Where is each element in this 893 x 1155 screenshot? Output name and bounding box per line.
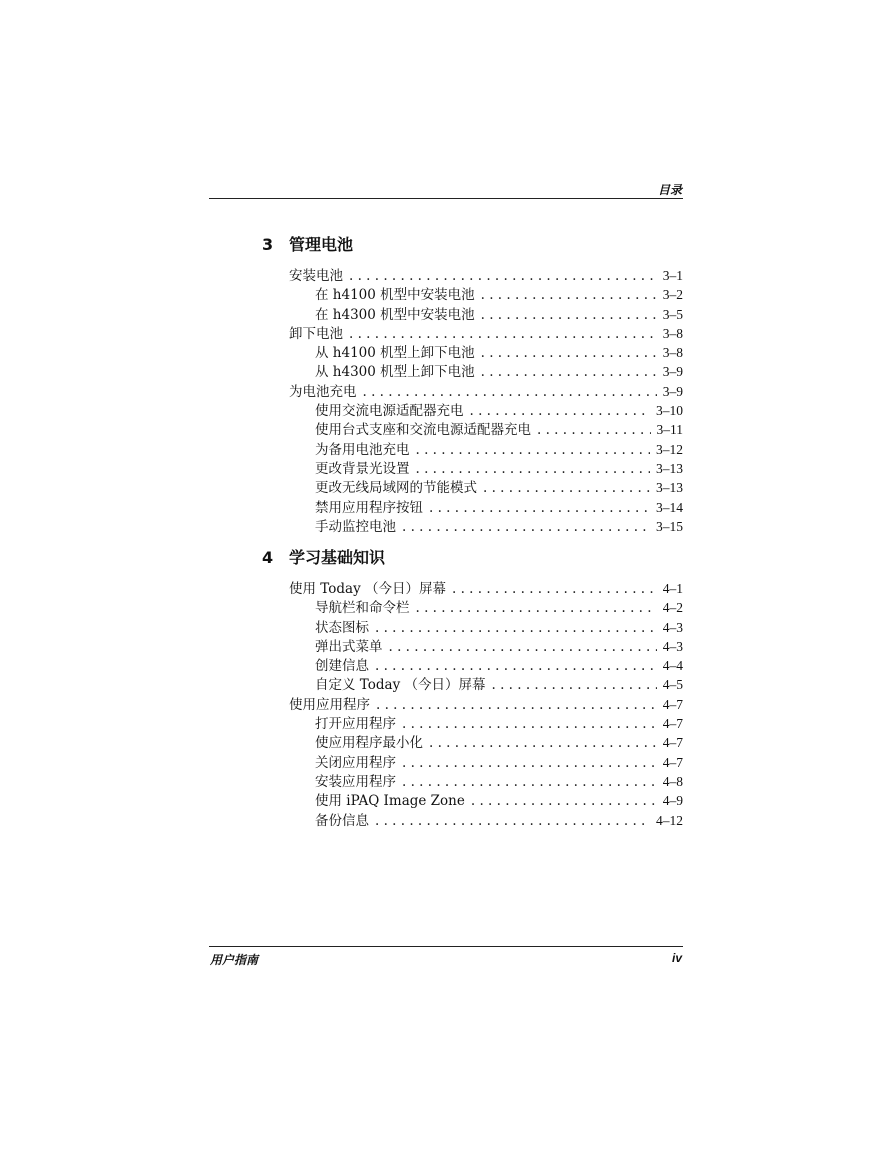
toc-entry-page: 3–5 — [662, 306, 683, 322]
dot-leader — [537, 421, 651, 440]
chapter-title: 管理电池 — [289, 235, 354, 254]
toc-entry[interactable] — [262, 440, 683, 459]
toc-entry-page: 4–3 — [662, 619, 683, 635]
toc-entry-page: 4–9 — [662, 793, 683, 809]
toc-entry[interactable] — [262, 714, 683, 733]
dot-leader — [402, 715, 657, 734]
toc-entry[interactable] — [262, 656, 683, 675]
toc-entry-title: 使用 Today （今日）屏幕 — [289, 581, 446, 597]
toc-entry[interactable] — [262, 266, 683, 285]
chapter-section — [262, 232, 683, 536]
dot-leader — [349, 267, 657, 286]
dot-leader — [481, 363, 657, 382]
toc-entry[interactable] — [262, 401, 683, 420]
chapter-section — [262, 545, 683, 830]
dot-leader — [349, 325, 657, 344]
toc-entry-page: 3–1 — [662, 268, 683, 283]
toc-entry[interactable] — [262, 459, 683, 478]
dot-leader — [375, 619, 657, 638]
toc-entry[interactable] — [262, 695, 683, 714]
toc-entry[interactable] — [262, 498, 683, 517]
toc-entry-title: 使用应用程序 — [289, 696, 370, 713]
toc-entry-page: 3–13 — [656, 480, 683, 496]
toc-entry[interactable] — [262, 753, 683, 772]
toc-entry-title: 备份信息 — [315, 812, 369, 829]
running-header-title: 目录 — [657, 183, 682, 197]
toc-entry-title: 更改无线局域网的节能模式 — [315, 480, 477, 497]
toc-entry-page: 3–9 — [662, 383, 683, 399]
toc-entry-title: 使用台式支座和交流电源适配器充电 — [315, 422, 531, 439]
toc-entry[interactable] — [262, 343, 683, 362]
toc-entry-title: 使用 iPAQ Image Zone — [315, 793, 465, 810]
dot-leader — [452, 580, 657, 599]
toc-entry-page: 3–13 — [656, 460, 683, 476]
toc-entry-title: 手动监控电池 — [315, 518, 396, 535]
toc-entry[interactable] — [262, 618, 683, 637]
toc-entry-title: 为备用电池充电 — [315, 441, 410, 458]
dot-leader — [429, 499, 650, 518]
chapter-title: 学习基础知识 — [289, 548, 386, 567]
toc-entry-title: 关闭应用程序 — [315, 754, 396, 771]
dot-leader — [389, 638, 657, 657]
toc-entry-title: 从 h4100 机型上卸下电池 — [315, 345, 475, 362]
toc-entry-title: 禁用应用程序按钮 — [315, 499, 423, 516]
dot-leader — [402, 773, 657, 792]
toc-entry-title: 弹出式菜单 — [315, 638, 383, 655]
toc-entry-list — [262, 266, 683, 536]
chapter-heading — [262, 232, 683, 256]
dot-leader — [416, 460, 651, 479]
toc-entry-title: 状态图标 — [315, 619, 369, 636]
toc-entry-page: 4–7 — [662, 696, 683, 712]
toc-entry[interactable] — [262, 791, 683, 810]
toc-entry-page: 3–15 — [656, 518, 683, 534]
dot-leader — [481, 286, 657, 305]
footer-rule — [209, 946, 683, 947]
dot-leader — [471, 792, 657, 811]
header-rule — [209, 198, 683, 199]
toc-entry[interactable] — [262, 733, 683, 752]
toc-entry-page: 3–9 — [662, 364, 683, 380]
toc-entry[interactable] — [262, 811, 683, 830]
dot-leader — [429, 734, 657, 753]
footer-page-number: iv — [671, 951, 682, 965]
toc-entry-title: 使用交流电源适配器充电 — [315, 403, 464, 420]
toc-entry-page: 4–7 — [662, 735, 683, 751]
toc-entry[interactable] — [262, 579, 683, 598]
dot-leader — [481, 344, 657, 363]
toc-entry-title: 从 h4300 机型上卸下电池 — [315, 364, 475, 381]
toc-entry-page: 3–2 — [662, 287, 683, 303]
dot-leader — [375, 657, 657, 676]
toc-entry-page: 4–8 — [662, 773, 683, 789]
toc-entry-page: 3–10 — [656, 403, 683, 419]
chapter-number: 4 — [262, 548, 274, 567]
dot-leader — [416, 441, 651, 460]
toc-entry-title: 导航栏和命令栏 — [315, 600, 410, 617]
dot-leader — [481, 306, 657, 325]
toc-entry-page: 4–12 — [656, 812, 683, 828]
toc-entry[interactable] — [262, 637, 683, 656]
dot-leader — [491, 676, 656, 695]
toc-entry-page: 4–5 — [662, 677, 683, 693]
toc-entry-title: 更改背景光设置 — [315, 460, 410, 477]
toc-entry[interactable] — [262, 420, 683, 439]
toc-entry-page: 4–1 — [662, 581, 683, 596]
toc-entry-page: 4–7 — [662, 754, 683, 770]
toc-entry-page: 4–4 — [662, 658, 683, 674]
toc-entry[interactable] — [262, 305, 683, 324]
toc-entry-title: 为电池充电 — [289, 383, 357, 400]
toc-entry-page: 3–8 — [662, 325, 683, 341]
dot-leader — [402, 754, 657, 773]
dot-leader — [402, 518, 650, 537]
toc-entry-page: 4–3 — [662, 638, 683, 654]
toc-entry-title: 自定义 Today （今日）屏幕 — [315, 677, 486, 694]
toc-entry-title: 在 h4300 机型中安装电池 — [315, 306, 475, 323]
toc-entry-title: 创建信息 — [315, 658, 369, 675]
toc-entry[interactable] — [262, 772, 683, 791]
toc-entry[interactable] — [262, 598, 683, 617]
toc-entry-title: 使应用程序最小化 — [315, 735, 423, 752]
toc-entry[interactable] — [262, 382, 683, 401]
toc-entry-page: 4–2 — [662, 600, 683, 616]
chapter-number: 3 — [262, 235, 274, 254]
toc-entry-page: 3–8 — [662, 345, 683, 361]
toc-entry[interactable] — [262, 478, 683, 497]
toc-entry-page: 3–11 — [656, 422, 683, 438]
toc-entry[interactable] — [262, 517, 683, 536]
dot-leader — [470, 402, 651, 421]
toc-entry[interactable] — [262, 324, 683, 343]
footer-guide-title: 用户指南 — [210, 953, 259, 967]
toc-entry-title: 卸下电池 — [289, 325, 343, 342]
toc-entry[interactable] — [262, 675, 683, 694]
toc-entry-title: 安装电池 — [289, 268, 343, 284]
toc-entry[interactable] — [262, 285, 683, 304]
dot-leader — [375, 812, 650, 831]
dot-leader — [376, 696, 657, 715]
dot-leader — [363, 383, 657, 402]
chapter-heading — [262, 545, 683, 569]
toc-entry-page: 3–14 — [656, 499, 683, 515]
dot-leader — [416, 599, 657, 618]
toc-entry-title: 打开应用程序 — [315, 716, 396, 733]
toc-entry-page: 4–7 — [662, 716, 683, 732]
toc-entry[interactable] — [262, 362, 683, 381]
toc-entry-title: 安装应用程序 — [315, 773, 396, 790]
toc-entry-page: 3–12 — [656, 441, 683, 457]
toc-entry-title: 在 h4100 机型中安装电池 — [315, 287, 475, 304]
dot-leader — [483, 479, 650, 498]
toc-entry-list — [262, 579, 683, 830]
